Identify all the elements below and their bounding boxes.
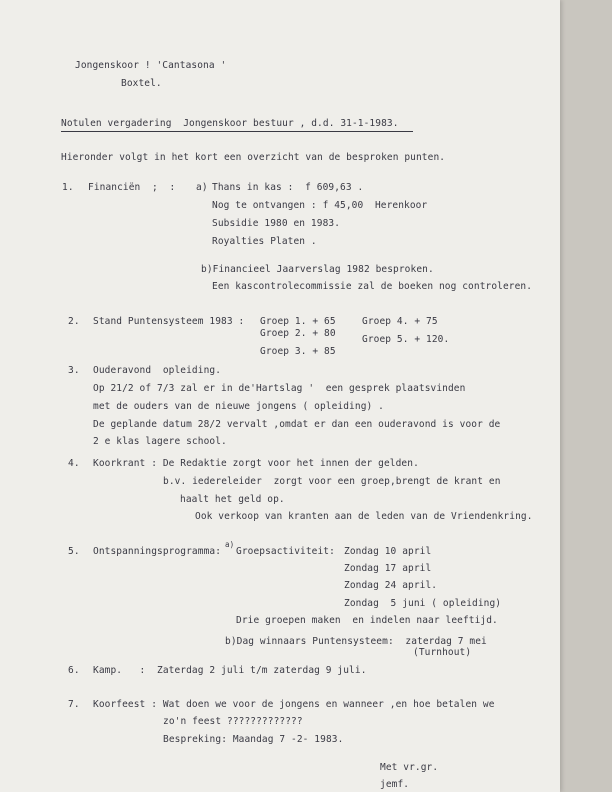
item-3-line: 2 e klas lagere school. [93,436,227,447]
item-4-line: Ook verkoop van kranten aan de leden van de Vriendenkring. [195,511,533,522]
title-underline [61,131,413,132]
item-3-line: De geplande datum 28/2 vervalt ,omdat er dan een ouderavond is voor de [93,419,501,430]
item-1-a-marker: a) [196,182,208,193]
item-1-line: Royalties Platen . [212,236,317,247]
item-6-number: 6. [68,665,80,676]
activity-date: Zondag 5 juni ( opleiding) [344,598,502,609]
item-7-line: zo'n feest ????????????? [163,716,303,727]
group-score: Groep 3. + 85 [260,346,336,357]
item-2-label: Stand Puntensysteem 1983 : [93,316,245,327]
activity-date: Zondag 10 april [344,546,432,557]
closing-greeting: Met vr.gr. [380,762,439,773]
item-7-line: Bespreking: Maandag 7 -2- 1983. [163,734,344,745]
item-4-number: 4. [68,458,80,469]
item-1-line: Subsidie 1980 en 1983. [212,218,341,229]
city: Boxtel. [121,78,162,89]
item-3-line: met de ouders van de nieuwe jongens ( opleiding) . [93,401,384,412]
group-score: Groep 5. + 120. [362,334,450,345]
item-5-groups: Drie groepen maken en indelen naar leeftijd. [236,615,498,626]
group-score: Groep 2. + 80 [260,328,336,339]
item-1-number: 1. [62,182,74,193]
activity-date: Zondag 24 april. [344,580,438,591]
document-title: Notulen vergadering Jongenskoor bestuur , d.d. 31-1-1983. [61,118,399,129]
item-5-b-line: b)Dag winnaars Puntensysteem: zaterdag 7 mei [225,636,487,647]
item-2-number: 2. [68,316,80,327]
intro-text: Hieronder volgt in het kort een overzicht van de besproken punten. [61,152,446,163]
item-1-b-line: Een kascontrolecommissie zal de boeken nog controleren. [212,281,533,292]
item-1-line: Nog te ontvangen : f 45,00 Herenkoor [212,200,428,211]
item-5-label: Ontspanningsprogramma: [93,546,222,557]
item-5-number: 5. [68,546,80,557]
group-score: Groep 1. + 65 [260,316,336,327]
item-5-a-label: Groepsactiviteit: [236,546,335,557]
item-3-label: Ouderavond opleiding. [93,365,222,376]
item-5-b-location: (Turnhout) [413,647,472,658]
group-score: Groep 4. + 75 [362,316,438,327]
item-1-line: Thans in kas : f 609,63 . [212,182,364,193]
item-7-number: 7. [68,699,80,710]
closing-name: jemf. [380,779,410,790]
item-4-line: haalt het geld op. [180,494,285,505]
item-6-text: Kamp. : Zaterdag 2 juli t/m zaterdag 9 juli. [93,665,367,676]
item-4-line: b.v. iedereleider zorgt voor een groep,brengt de krant en [163,476,501,487]
org-name: Jongenskoor ! 'Cantasona ' [75,60,227,71]
item-4-label: Koorkrant : De Redaktie zorgt voor het innen der gelden. [93,458,419,469]
item-5-a-marker: a) [225,540,235,549]
item-3-line: Op 21/2 of 7/3 zal er in de'Hartslag ' een gesprek plaatsvinden [93,383,466,394]
item-3-number: 3. [68,365,80,376]
item-7-line: Koorfeest : Wat doen we voor de jongens en wanneer ,en hoe betalen we [93,699,495,710]
item-1-label: Financiën ; : [88,182,176,193]
item-1-b-line: b)Financieel Jaarverslag 1982 besproken. [201,264,434,275]
activity-date: Zondag 17 april [344,563,432,574]
